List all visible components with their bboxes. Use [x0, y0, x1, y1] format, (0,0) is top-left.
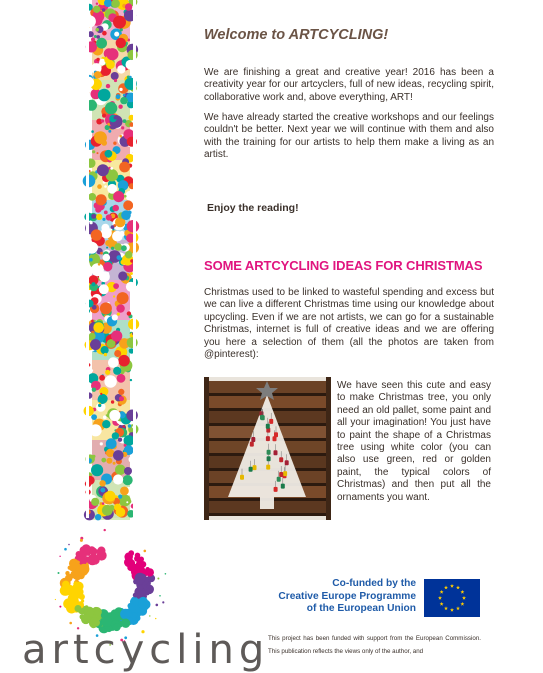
ideas-intro-paragraph: Christmas used to be linked to wasteful spending and excess but we can live a different Christmas time using our knowledge about upcycling. Even if we are not artists, we can go for a sustainable Christmas, internet is full of creative ideas and we are offering you here a selection of them (all the photos are taken from @pinterest):: [204, 287, 494, 361]
paint-splatter-strip: [86, 0, 136, 518]
funding-disclaimer: This project has been funded with support from the European Commission. This publication reflects the views only of the author, and: [268, 635, 481, 655]
brand-wordmark-partial: [22, 627, 270, 673]
cofunded-line-2: Creative Europe Programme: [278, 590, 416, 602]
ideas-heading: SOME ARTCYCLING IDEAS FOR CHRISTMAS: [204, 258, 483, 273]
cofunded-line-1: Co-funded by the: [332, 578, 416, 589]
brand-wordmark-text: artcycling: [22, 627, 270, 673]
enjoy-reading-text: Enjoy the reading!: [207, 202, 299, 214]
welcome-heading: Welcome to ARTCYCLING!: [204, 27, 389, 43]
pallet-christmas-tree-photo: [204, 377, 331, 520]
welcome-paragraph-1: We are finishing a great and creative year! 2016 has been a creativity year for our artcyclers, full of new ideas, recycling spirit, collaborative work and, above everything, ART!: [204, 67, 494, 103]
cofunded-line-3: of the European Union: [306, 603, 416, 614]
eu-flag-icon: [424, 579, 480, 617]
cofunded-text: [266, 578, 416, 616]
welcome-paragraph-2: We have already started the creative workshops and our feelings couldn't be better. Next year we will continue with them and also with the training for our artists to help them make a living as an artist.: [204, 112, 494, 161]
tree-description-paragraph: We have seen this cute and easy to make Christmas tree, you only need an old pallet, some paint and all your imagination! You just have to paint the shape of a Christmas tree using white color (you can also use green, red or golden paint, the typical colors of Christmas) and then put all the ornaments you want.: [337, 380, 491, 503]
artcycling-c-logo: [52, 530, 162, 636]
